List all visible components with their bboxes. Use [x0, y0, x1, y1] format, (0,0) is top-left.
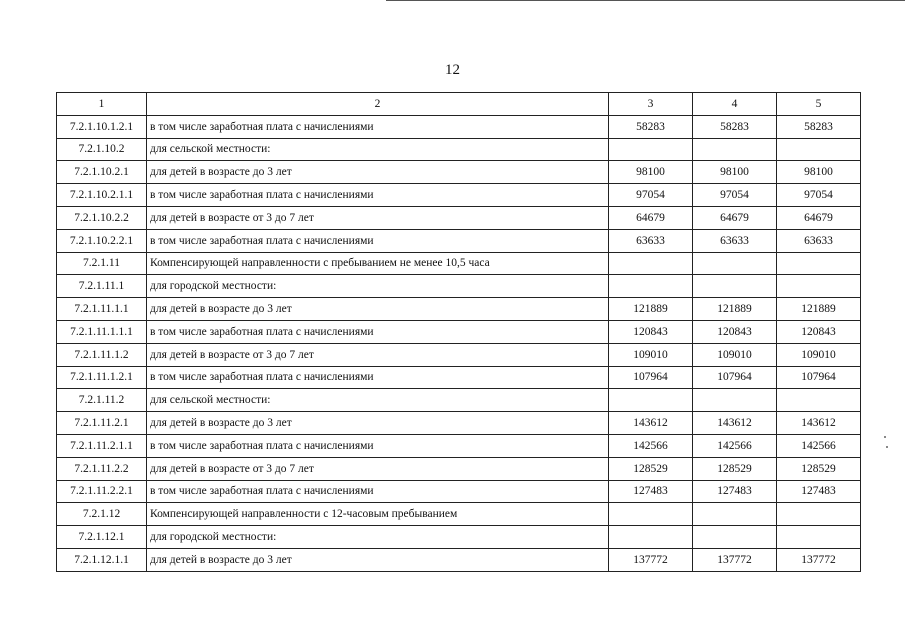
- row-value-col4: [693, 526, 777, 549]
- scan-speck: [886, 446, 888, 448]
- row-value-col4: [693, 503, 777, 526]
- row-value-col4: 97054: [693, 184, 777, 207]
- row-code-cell: 7.2.1.12.1.1: [57, 548, 147, 571]
- row-code-cell: 7.2.1.11.2.1: [57, 412, 147, 435]
- table-row: [57, 480, 861, 503]
- row-code-cell: 7.2.1.11.2.2: [57, 457, 147, 480]
- header-col-4: 4: [693, 93, 777, 116]
- row-value-col5: 58283: [777, 115, 861, 138]
- row-value-col3: [609, 138, 693, 161]
- row-value-col5: [777, 389, 861, 412]
- row-value-col3: 142566: [609, 434, 693, 457]
- table-row: [57, 320, 861, 343]
- row-value-col3: 121889: [609, 298, 693, 321]
- row-value-col5: 128529: [777, 457, 861, 480]
- table-row: [57, 412, 861, 435]
- row-value-col4: [693, 275, 777, 298]
- row-code-cell: 7.2.1.11.1.2.1: [57, 366, 147, 389]
- row-code-cell: 7.2.1.11: [57, 252, 147, 275]
- row-description-cell: в том числе заработная плата с начислениями: [147, 480, 609, 503]
- row-value-col4: 58283: [693, 115, 777, 138]
- row-description-cell: для детей в возрасте от 3 до 7 лет: [147, 206, 609, 229]
- row-code-cell: 7.2.1.12: [57, 503, 147, 526]
- row-code-cell: 7.2.1.11.1: [57, 275, 147, 298]
- row-description-cell: для детей в возрасте до 3 лет: [147, 548, 609, 571]
- row-code-cell: 7.2.1.12.1: [57, 526, 147, 549]
- page-number: 12: [445, 62, 460, 78]
- row-value-col4: [693, 252, 777, 275]
- row-value-col3: [609, 252, 693, 275]
- row-value-col5: 98100: [777, 161, 861, 184]
- row-value-col4: 64679: [693, 206, 777, 229]
- row-description-cell: для городской местности:: [147, 526, 609, 549]
- row-value-col3: 128529: [609, 457, 693, 480]
- row-code-cell: 7.2.1.10.1.2.1: [57, 115, 147, 138]
- row-value-col3: 64679: [609, 206, 693, 229]
- row-value-col5: 109010: [777, 343, 861, 366]
- row-value-col5: 120843: [777, 320, 861, 343]
- row-code-cell: 7.2.1.10.2.2.1: [57, 229, 147, 252]
- row-description-cell: в том числе заработная плата с начислениями: [147, 366, 609, 389]
- row-value-col5: 121889: [777, 298, 861, 321]
- row-value-col5: 107964: [777, 366, 861, 389]
- table-row: [57, 503, 861, 526]
- row-code-cell: 7.2.1.10.2.1: [57, 161, 147, 184]
- row-value-col5: 64679: [777, 206, 861, 229]
- row-code-cell: 7.2.1.10.2.1.1: [57, 184, 147, 207]
- row-value-col4: 143612: [693, 412, 777, 435]
- table-row: [57, 252, 861, 275]
- row-description-cell: Компенсирующей направленности с пребыванием не менее 10,5 часа: [147, 252, 609, 275]
- row-value-col3: [609, 526, 693, 549]
- row-value-col3: 107964: [609, 366, 693, 389]
- table-row: [57, 275, 861, 298]
- row-value-col3: 63633: [609, 229, 693, 252]
- row-code-cell: 7.2.1.11.1.2: [57, 343, 147, 366]
- row-code-cell: 7.2.1.10.2.2: [57, 206, 147, 229]
- row-value-col5: 137772: [777, 548, 861, 571]
- table-row: [57, 389, 861, 412]
- row-code-cell: 7.2.1.10.2: [57, 138, 147, 161]
- row-description-cell: в том числе заработная плата с начислениями: [147, 229, 609, 252]
- table-row: [57, 184, 861, 207]
- row-value-col5: 97054: [777, 184, 861, 207]
- table-row: [57, 366, 861, 389]
- table-row: [57, 161, 861, 184]
- row-description-cell: в том числе заработная плата с начислениями: [147, 434, 609, 457]
- row-value-col5: 142566: [777, 434, 861, 457]
- row-description-cell: в том числе заработная плата с начислениями: [147, 115, 609, 138]
- row-value-col5: 127483: [777, 480, 861, 503]
- header-col-2: 2: [147, 93, 609, 116]
- row-value-col3: 109010: [609, 343, 693, 366]
- header-col-5: 5: [777, 93, 861, 116]
- row-value-col5: 63633: [777, 229, 861, 252]
- row-code-cell: 7.2.1.11.1.1: [57, 298, 147, 321]
- row-description-cell: в том числе заработная плата с начислениями: [147, 320, 609, 343]
- table-row: [57, 229, 861, 252]
- row-description-cell: для детей в возрасте до 3 лет: [147, 412, 609, 435]
- row-value-col5: [777, 138, 861, 161]
- row-value-col4: 137772: [693, 548, 777, 571]
- row-value-col4: 120843: [693, 320, 777, 343]
- table-row: [57, 206, 861, 229]
- table-row: [57, 526, 861, 549]
- row-value-col4: 128529: [693, 457, 777, 480]
- row-description-cell: для городской местности:: [147, 275, 609, 298]
- table-row: [57, 548, 861, 571]
- row-code-cell: 7.2.1.11.2.1.1: [57, 434, 147, 457]
- row-value-col3: [609, 389, 693, 412]
- row-value-col5: [777, 252, 861, 275]
- table-row: [57, 298, 861, 321]
- row-value-col3: 97054: [609, 184, 693, 207]
- row-value-col3: 143612: [609, 412, 693, 435]
- row-value-col3: [609, 275, 693, 298]
- row-value-col4: 142566: [693, 434, 777, 457]
- header-col-3: 3: [609, 93, 693, 116]
- row-value-col3: 127483: [609, 480, 693, 503]
- row-description-cell: для сельской местности:: [147, 138, 609, 161]
- row-value-col5: [777, 275, 861, 298]
- row-description-cell: для детей в возрасте от 3 до 7 лет: [147, 343, 609, 366]
- row-value-col4: 63633: [693, 229, 777, 252]
- row-value-col4: 121889: [693, 298, 777, 321]
- row-description-cell: для сельской местности:: [147, 389, 609, 412]
- row-description-cell: Компенсирующей направленности с 12-часовым пребыванием: [147, 503, 609, 526]
- header-col-1: 1: [57, 93, 147, 116]
- row-value-col4: 127483: [693, 480, 777, 503]
- row-value-col3: 98100: [609, 161, 693, 184]
- row-value-col5: 143612: [777, 412, 861, 435]
- table-row: [57, 434, 861, 457]
- row-description-cell: для детей в возрасте от 3 до 7 лет: [147, 457, 609, 480]
- row-value-col5: [777, 526, 861, 549]
- table-header-row: [57, 93, 861, 116]
- row-value-col3: 137772: [609, 548, 693, 571]
- row-value-col3: [609, 503, 693, 526]
- row-code-cell: 7.2.1.11.2.2.1: [57, 480, 147, 503]
- table-row: [57, 457, 861, 480]
- row-value-col4: 98100: [693, 161, 777, 184]
- scan-speck: [884, 436, 886, 438]
- data-table: [56, 92, 861, 572]
- row-value-col4: 107964: [693, 366, 777, 389]
- row-value-col4: [693, 389, 777, 412]
- row-value-col4: [693, 138, 777, 161]
- row-description-cell: для детей в возрасте до 3 лет: [147, 161, 609, 184]
- row-description-cell: в том числе заработная плата с начислениями: [147, 184, 609, 207]
- row-value-col3: 120843: [609, 320, 693, 343]
- row-value-col3: 58283: [609, 115, 693, 138]
- row-code-cell: 7.2.1.11.1.1.1: [57, 320, 147, 343]
- row-value-col4: 109010: [693, 343, 777, 366]
- table-row: [57, 343, 861, 366]
- top-border-line: [386, 0, 905, 1]
- table-body: [57, 93, 861, 572]
- row-code-cell: 7.2.1.11.2: [57, 389, 147, 412]
- table-row: [57, 115, 861, 138]
- row-value-col5: [777, 503, 861, 526]
- table-row: [57, 138, 861, 161]
- row-description-cell: для детей в возрасте до 3 лет: [147, 298, 609, 321]
